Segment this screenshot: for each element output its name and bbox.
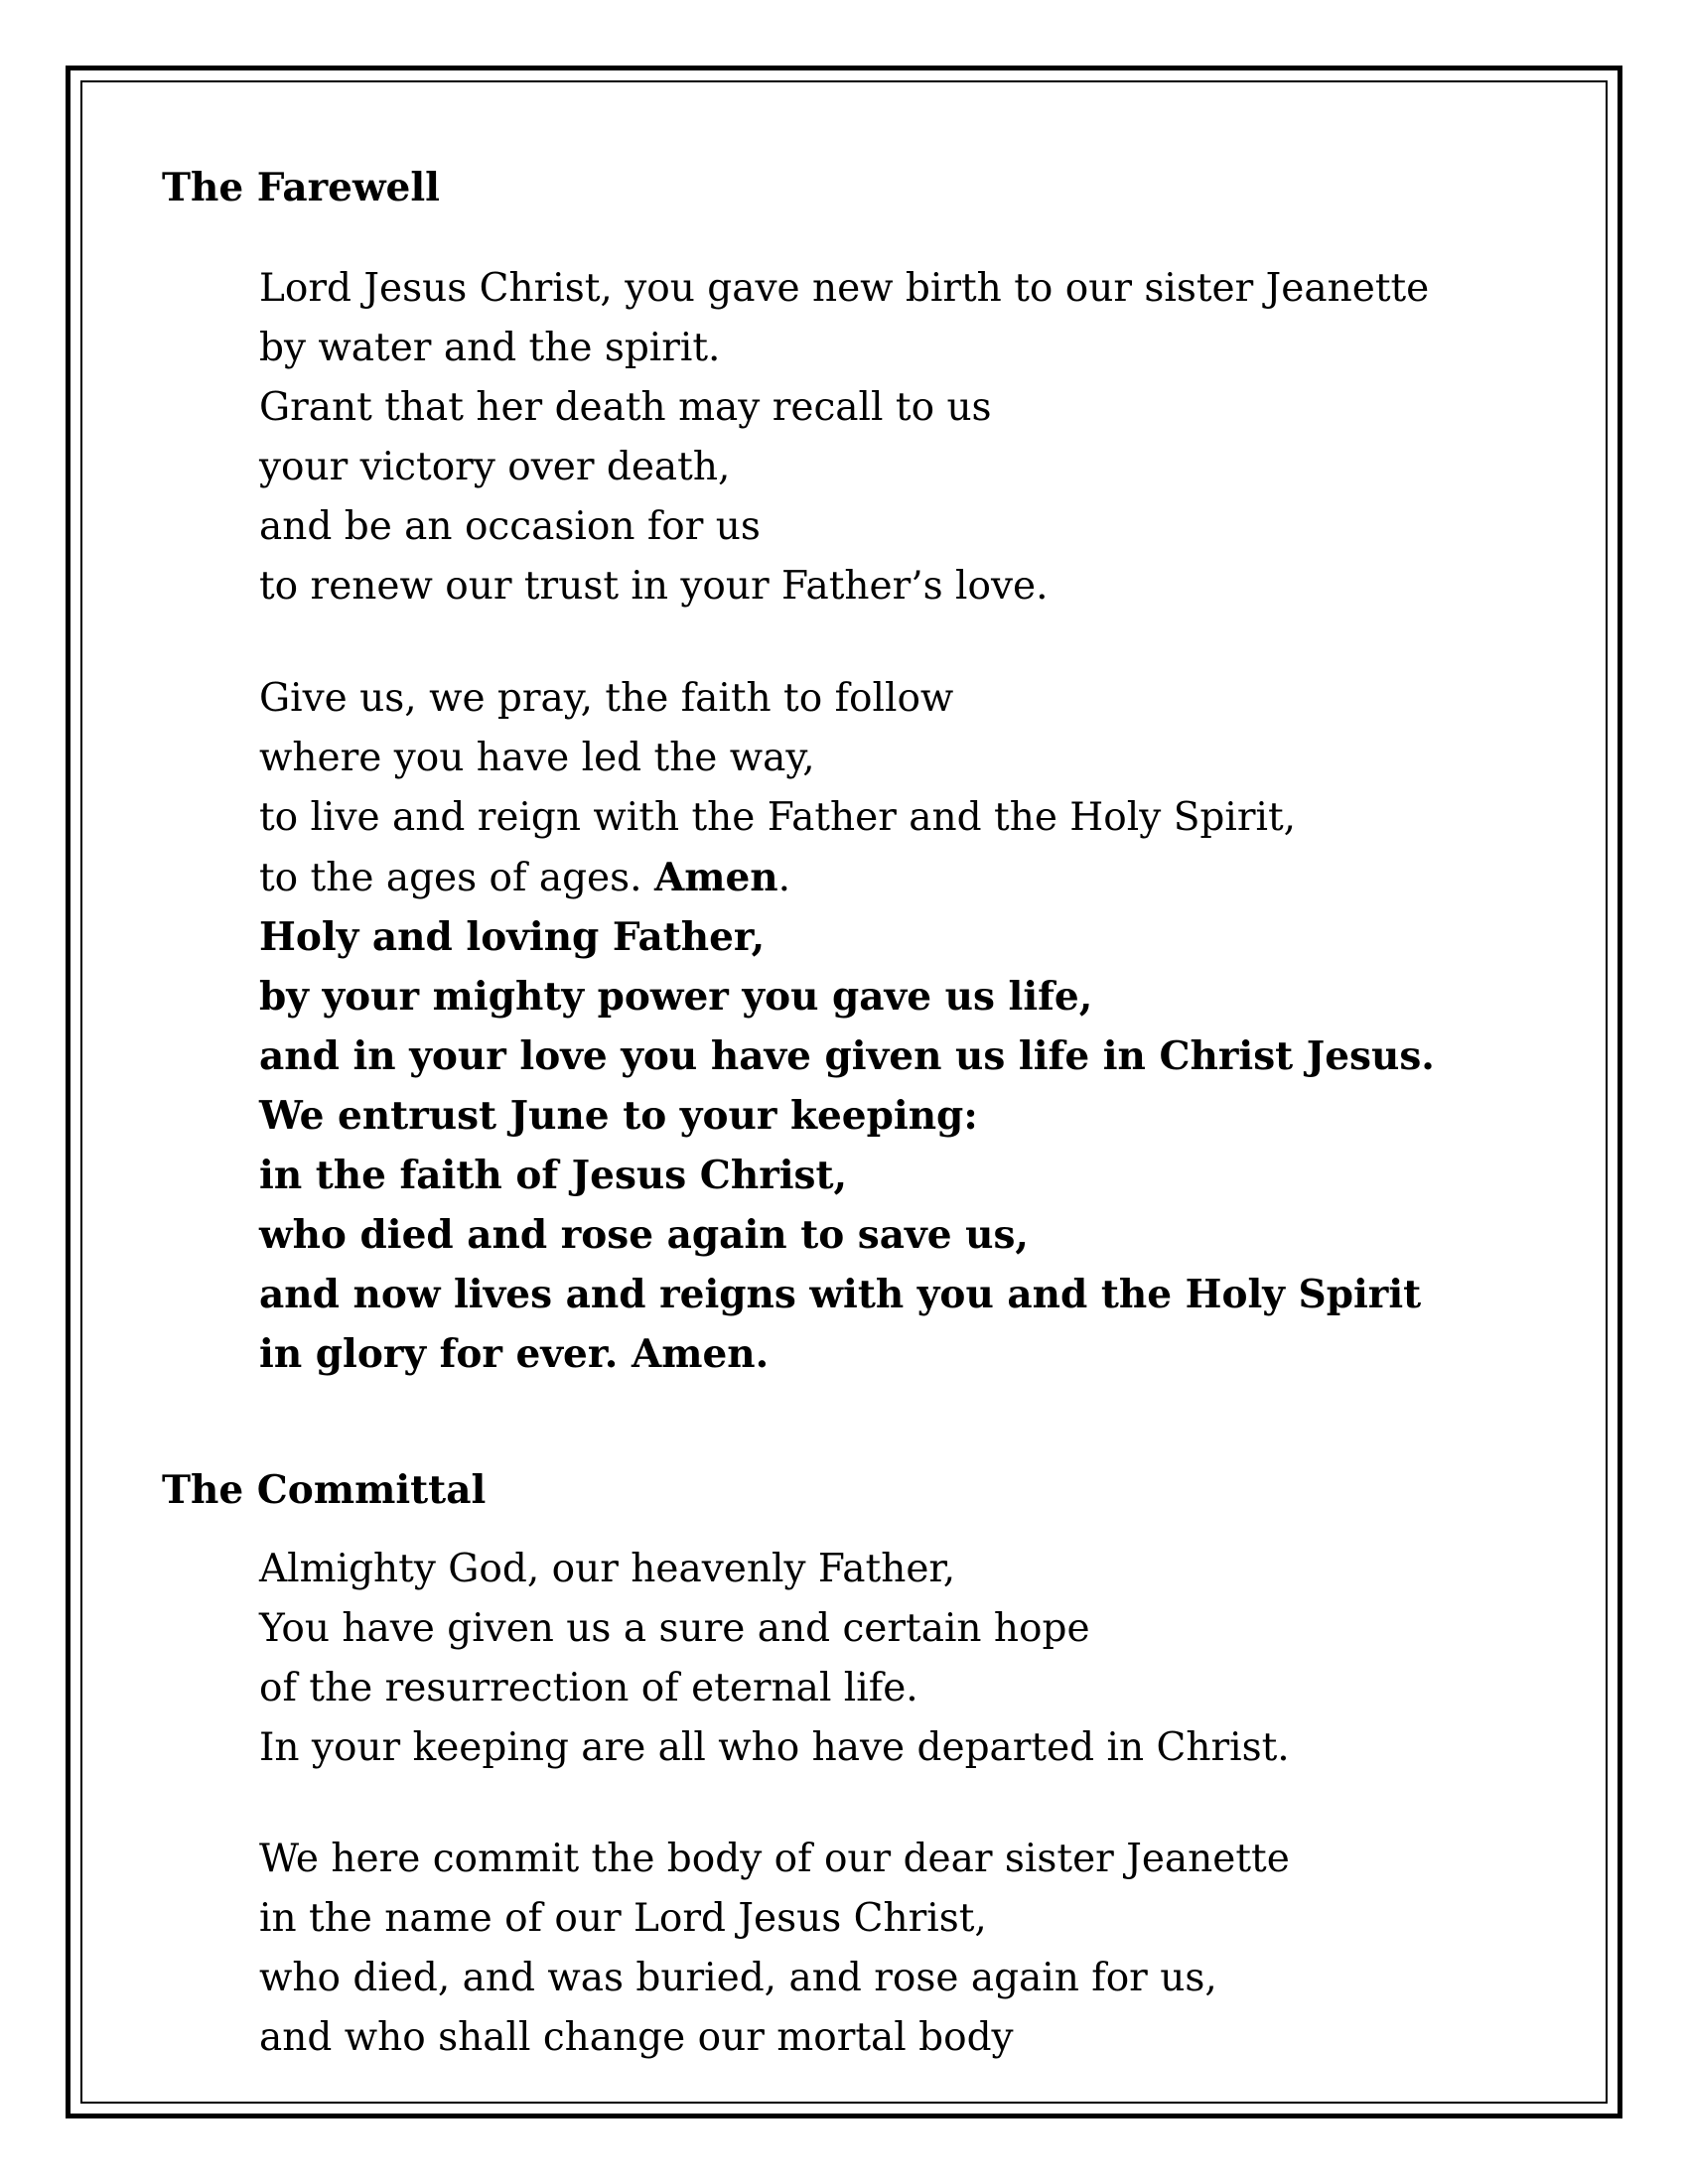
page-border	[66, 66, 1622, 2118]
farewell-stanza-2	[259, 669, 1435, 1384]
response-line: We entrust June to your keeping:	[259, 1093, 978, 1139]
prayer-line: Lord Jesus Christ, you gave new birth to our sister Jeanette	[259, 266, 1430, 311]
prayer-line: Grant that her death may recall to us	[259, 385, 992, 430]
response-line: Holy and loving Father,	[259, 914, 766, 960]
prayer-text: to the ages of ages.	[259, 856, 654, 900]
prayer-line: In your keeping are all who have departed in Christ.	[259, 1725, 1290, 1770]
prayer-line-amen	[259, 848, 1435, 907]
prayer-line: Give us, we pray, the faith to follow	[259, 676, 954, 721]
prayer-line: by water and the spirit.	[259, 326, 721, 370]
prayer-line: who died, and was buried, and rose again for us,	[259, 1956, 1217, 2000]
response-line: in the faith of Jesus Christ,	[259, 1153, 848, 1198]
prayer-line: your victory over death,	[259, 445, 731, 489]
prayer-line: Almighty God, our heavenly Father,	[259, 1547, 956, 1591]
farewell-heading: The Farewell	[162, 165, 440, 210]
response-line: in glory for ever. Amen.	[259, 1331, 770, 1377]
prayer-line: of the resurrection of eternal life.	[259, 1666, 918, 1710]
response-line: and in your love you have given us life in Christ Jesus.	[259, 1033, 1435, 1079]
prayer-line: to live and reign with the Father and the Holy Spirit,	[259, 795, 1297, 840]
farewell-stanza-1	[259, 259, 1429, 616]
prayer-line: in the name of our Lord Jesus Christ,	[259, 1896, 987, 1941]
prayer-line: and who shall change our mortal body	[259, 2015, 1014, 2060]
prayer-line: where you have led the way,	[259, 736, 815, 780]
response-line: and now lives and reigns with you and the Holy Spirit	[259, 1272, 1422, 1317]
prayer-line: and be an occasion for us	[259, 504, 761, 549]
prayer-period: .	[777, 856, 791, 900]
prayer-line: to renew our trust in your Father’s love.	[259, 564, 1049, 609]
amen-response: Amen	[653, 855, 778, 900]
committal-stanza-1	[259, 1540, 1290, 1778]
response-line: by your mighty power you gave us life,	[259, 974, 1093, 1020]
prayer-line: We here commit the body of our dear sister Jeanette	[259, 1837, 1290, 1881]
response-line: who died and rose again to save us,	[259, 1212, 1029, 1258]
committal-stanza-2	[259, 1830, 1290, 2068]
committal-heading: The Committal	[162, 1467, 487, 1513]
prayer-line: You have given us a sure and certain hope	[259, 1606, 1090, 1651]
